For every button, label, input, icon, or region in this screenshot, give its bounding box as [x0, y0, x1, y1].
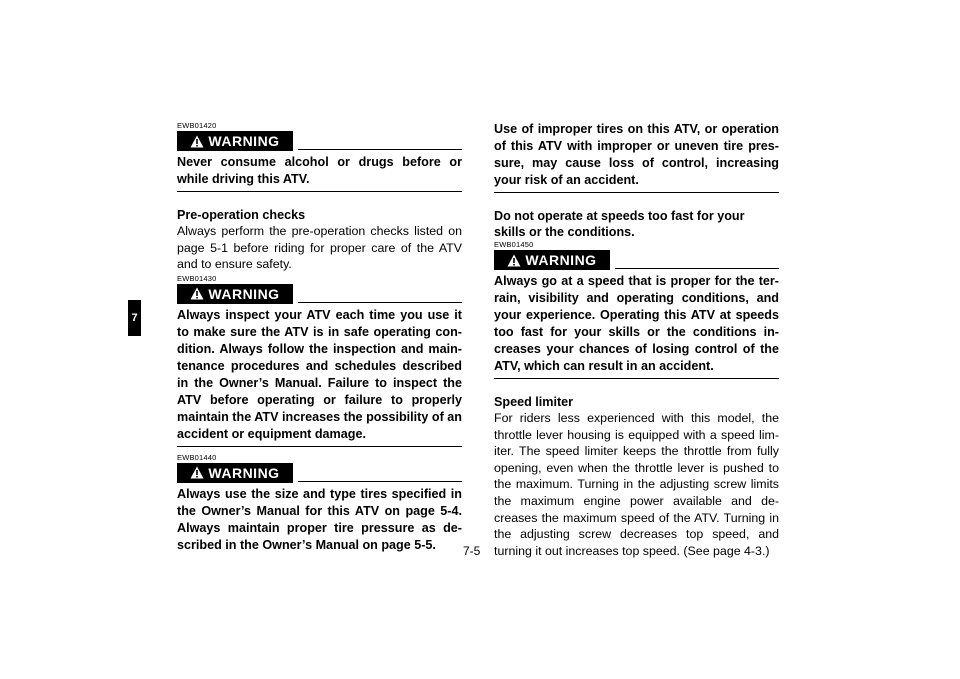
- warning-code: EWB01420: [177, 121, 217, 130]
- warning-label: WARNING: [208, 285, 280, 302]
- warning-label: WARNING: [525, 252, 597, 268]
- warning-header: [177, 131, 462, 151]
- right-column: [494, 121, 779, 559]
- warning-label: WARNING: [208, 133, 280, 149]
- warning-header: [494, 250, 779, 270]
- warning-text: Always go at a speed that is proper for the ter-rain, visibility and operating conditions, and your experience. Operating this ATV at speeds too fast for your skills or the conditions in-creases your chances of losing control of the ATV, which can result in an accident.: [494, 273, 779, 379]
- warning-rule: [615, 268, 779, 269]
- section-title: Pre-operation checks: [177, 208, 306, 222]
- warning-text: Never consume alcohol or drugs before or while driving this ATV.: [177, 154, 462, 192]
- warning-code: EWB01440: [177, 452, 217, 462]
- warning-text: Always use the size and type tires specified in the Owner’s Manual for this ATV on page 5-4. Always maintain proper tire pressure as de-scribed in the Owner’s Manual on page 5-5.: [177, 486, 462, 552]
- warning-triangle-icon: [507, 254, 521, 267]
- limiter-title: Speed limiter: [494, 395, 574, 409]
- warning-text-continued: Use of improper tires on this ATV, or operation of this ATV with improper or uneven tire pres-sure, may cause loss of control, increasing your risk of an accident.: [494, 121, 779, 193]
- chapter-tab-number: 7: [131, 312, 138, 324]
- limiter-text: For riders less experienced with this model, the throttle lever housing is equipped with a speed lim-iter. The speed limiter keeps the throttle from fully opening, even when the throttle lever is pushed to the maximum. Turning in the adjusting screw limits the maximum engine power available and de-creases the maximum speed of the ATV. Turning in the adjusting screw decreases top speed, and turning it out increases top speed. (See page 4-3.): [494, 411, 779, 558]
- warning-code: EWB01450: [494, 240, 534, 249]
- chapter-tab: [128, 300, 141, 336]
- section-text: Always perform the pre-operation checks listed on page 5-1 before riding for proper care of the ATV and to ensure safety.: [177, 224, 462, 272]
- warning-badge: [177, 284, 293, 304]
- warning-rule: [298, 481, 462, 482]
- page-number: 7-5: [463, 544, 481, 558]
- warning-code: EWB01430: [177, 273, 217, 283]
- warning-header: [177, 463, 462, 483]
- warning-badge: [494, 250, 610, 270]
- warning-triangle-icon: [190, 287, 204, 300]
- speed-heading: Do not operate at speeds too fast for your skills or the conditions.: [494, 209, 745, 239]
- warning-badge: [177, 131, 293, 151]
- warning-rule: [298, 302, 462, 303]
- warning-label: WARNING: [208, 464, 280, 481]
- warning-triangle-icon: [190, 135, 204, 148]
- warning-rule: [298, 149, 462, 150]
- warning-triangle-icon: [190, 466, 204, 479]
- warning-header: [177, 284, 462, 304]
- warning-text: Always inspect your ATV each time you use it to make sure the ATV is in safe operating con-dition. Always follow the inspection and main-tenance procedures and schedules described in the Owner’s Manual. Failure to inspect the ATV before operating or failure to properly maintain the ATV increases the possibility of an accident or equipment damage.: [177, 307, 462, 447]
- warning-badge: [177, 463, 293, 483]
- left-column: [177, 121, 462, 557]
